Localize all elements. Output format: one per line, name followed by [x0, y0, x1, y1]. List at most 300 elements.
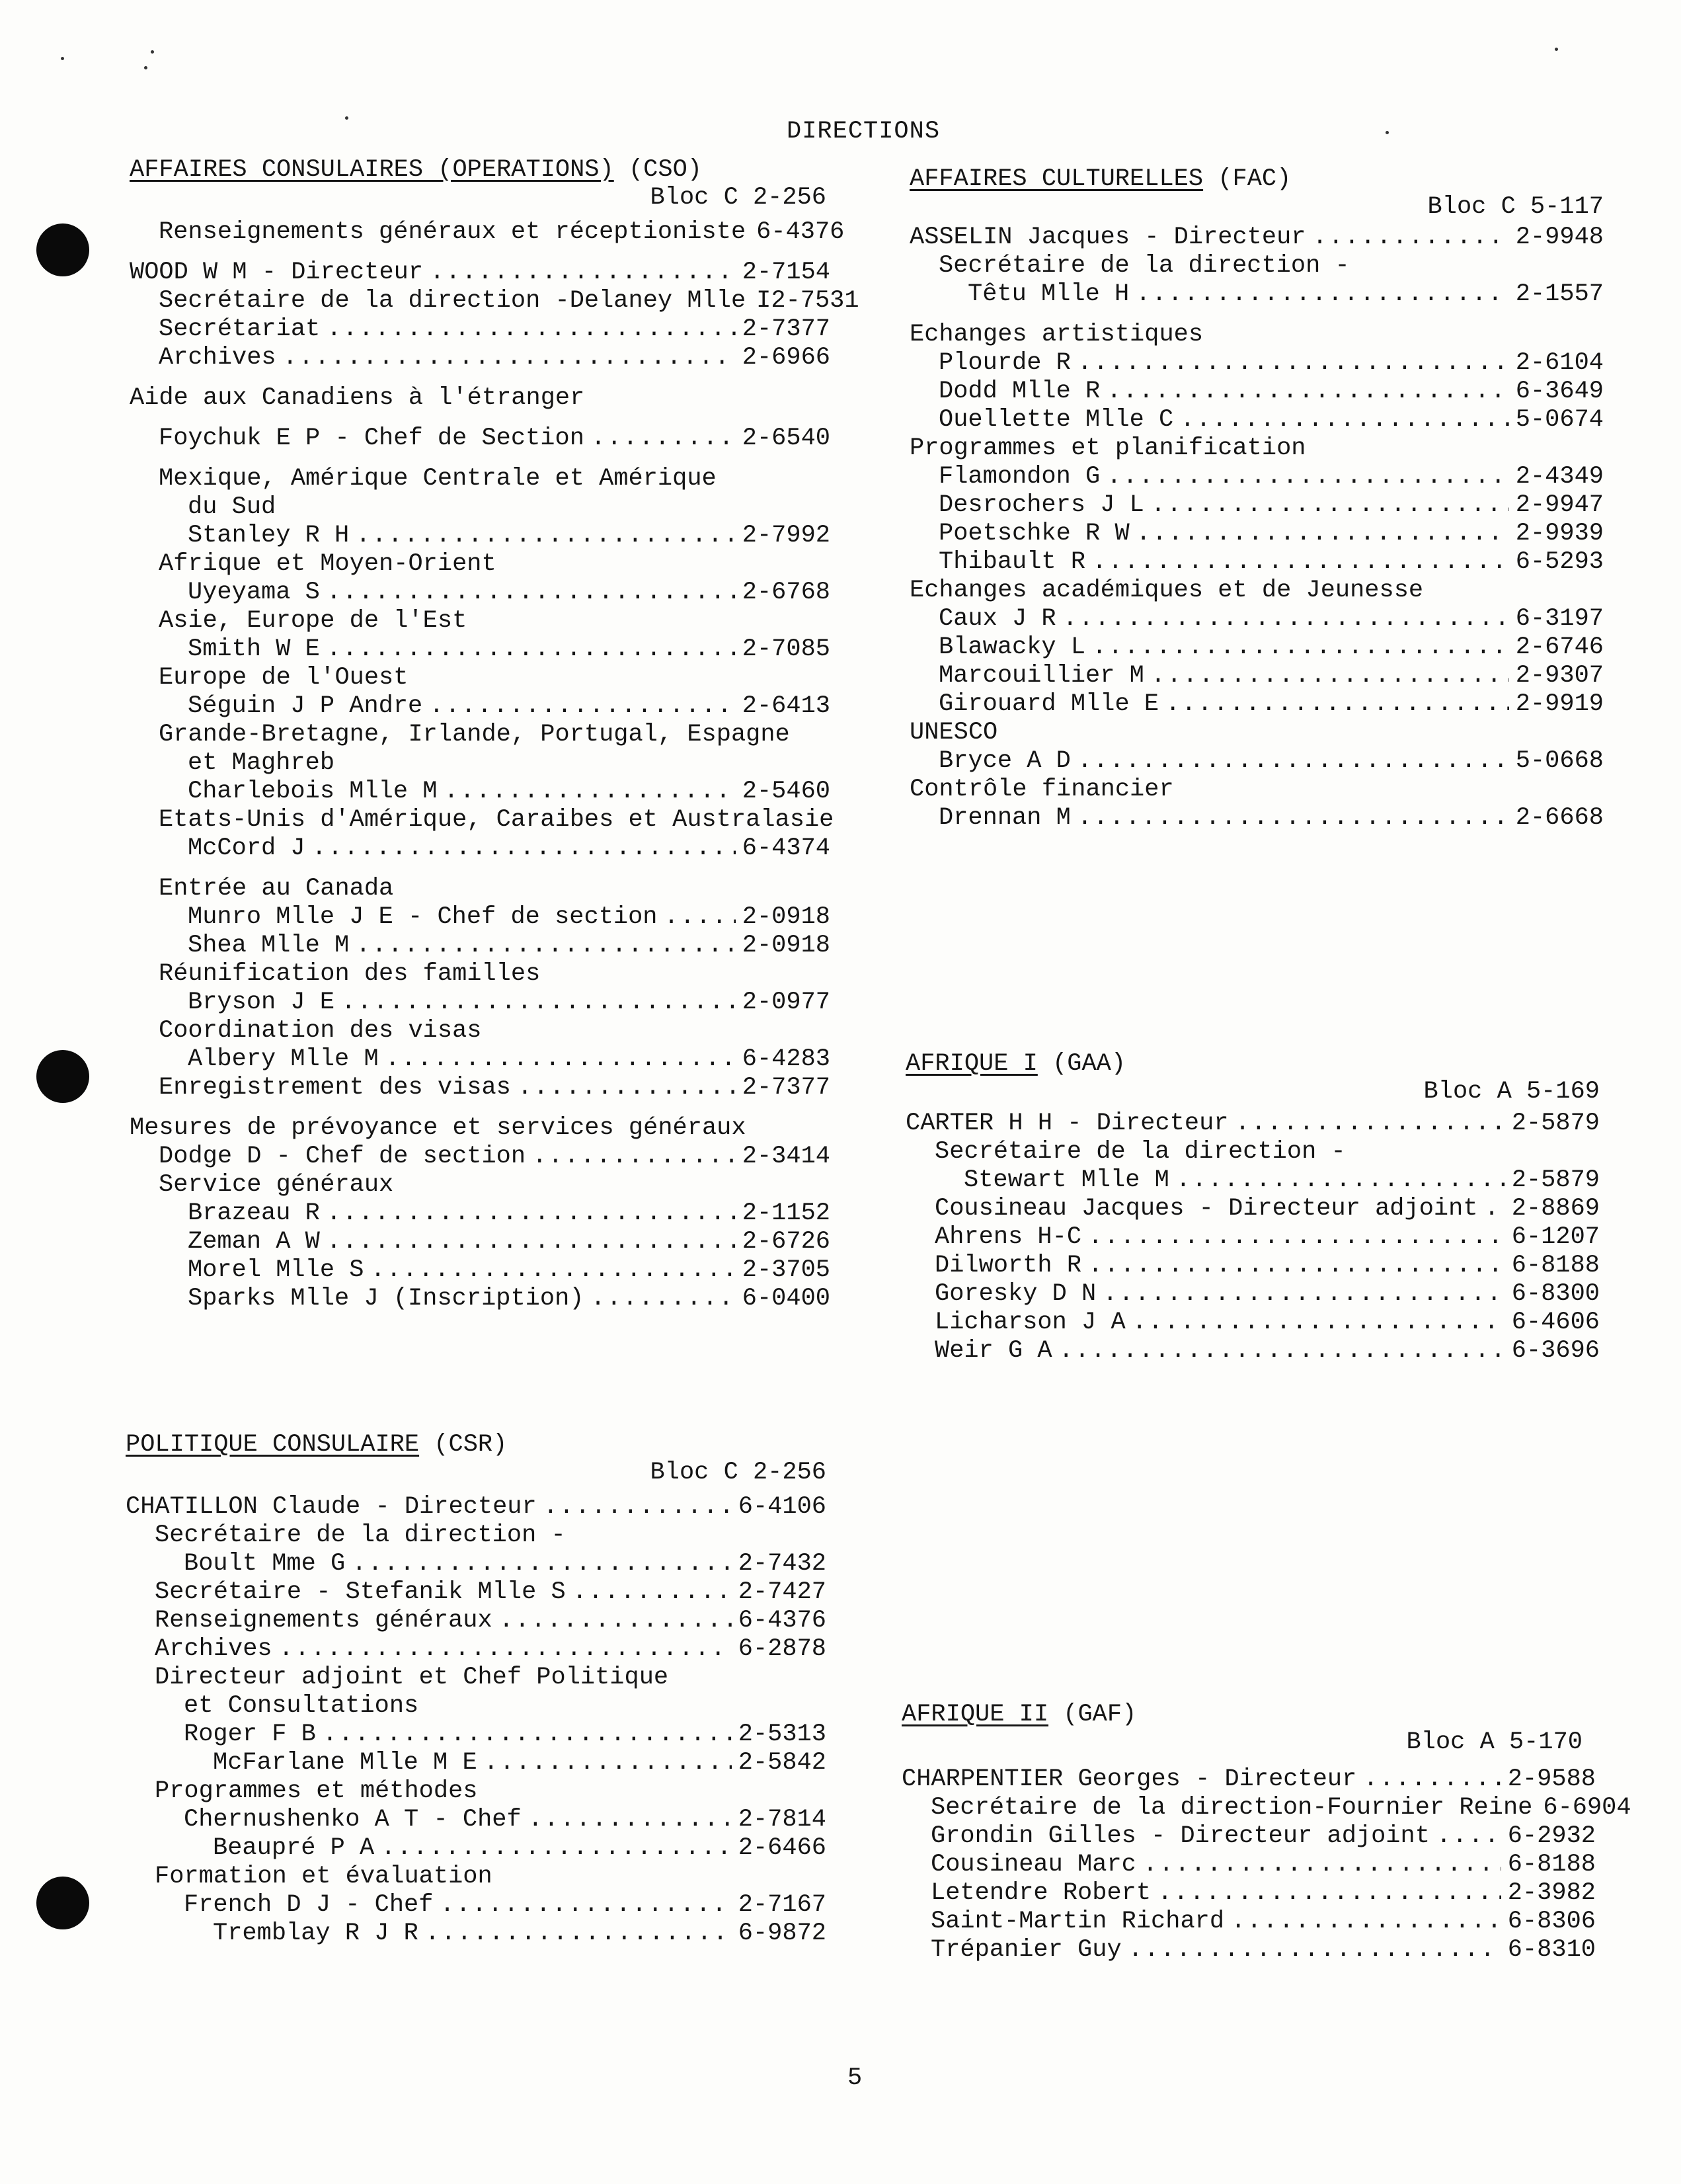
dot-leader: [1313, 223, 1509, 252]
entry-name: Shea Mlle M: [188, 932, 350, 959]
entry-phone: 2-7085: [742, 635, 830, 663]
section-bloc: Bloc A 5-170: [1406, 1728, 1583, 1756]
entry-name: Drennan M: [939, 804, 1071, 832]
directory-entry: [902, 1794, 1631, 1822]
entry-name: Grondin Gilles - Directeur adjoint: [931, 1822, 1430, 1850]
subheading: Formation et évaluation: [155, 1863, 492, 1890]
entry-phone: 2-0918: [742, 932, 830, 959]
dot-leader: [1235, 1110, 1505, 1138]
entry-phone: 6-0400: [742, 1285, 830, 1313]
section-code: (CSO): [628, 156, 702, 184]
entry-name: Bryson J E: [188, 989, 335, 1016]
entry-phone: 6-3649: [1515, 378, 1604, 405]
entry-phone: 6-3696: [1511, 1337, 1600, 1365]
directory-entry: [910, 690, 1604, 719]
directory-entry: [126, 1635, 826, 1664]
entry-phone: I2-7531: [756, 287, 859, 315]
directory-entry: [906, 1166, 1600, 1195]
punch-hole-bottom: [36, 1877, 89, 1929]
dot-leader: [1077, 747, 1509, 776]
entry-phone: 2-8869: [1511, 1195, 1600, 1223]
subheading: Echanges artistiques: [910, 321, 1204, 348]
dot-leader: [1143, 1851, 1501, 1879]
entry-phone: 2-3414: [742, 1143, 830, 1170]
directory-entry: [910, 223, 1604, 252]
entry-name: Beaupré P A: [213, 1834, 375, 1862]
entry-name: Poetschke R W: [939, 520, 1130, 547]
directory-entry: [130, 522, 830, 550]
dot-leader: [323, 1720, 732, 1749]
spacer: [130, 453, 830, 465]
dot-leader: [1231, 1908, 1501, 1936]
directory-entry: [902, 1936, 1596, 1964]
page-title: DIRECTIONS: [787, 118, 941, 145]
directory-entry: [130, 834, 830, 863]
directory-entry: [126, 1749, 826, 1777]
section-name: AFFAIRES CULTURELLES: [910, 165, 1204, 193]
entry-name: Smith W E: [188, 635, 320, 663]
dot-leader: [327, 315, 736, 344]
subheading: du Sud: [188, 493, 276, 521]
entry-name: Roger F B: [184, 1720, 316, 1748]
entry-phone: 2-3705: [742, 1256, 830, 1284]
directory-entry: [906, 1337, 1600, 1365]
section-heading: [906, 1050, 1600, 1078]
section-bloc: Bloc C 5-117: [1427, 193, 1604, 221]
entry-phone: 2-7377: [742, 1074, 830, 1102]
entry-phone: 6-4374: [742, 834, 830, 862]
entry-phone: 2-6966: [742, 344, 830, 372]
entry-name: Renseignements généraux: [155, 1607, 492, 1635]
entry-phone: 2-7814: [738, 1806, 826, 1834]
subheading: Secrétaire de la direction -: [935, 1138, 1346, 1166]
dot-leader: [591, 425, 736, 453]
entry-phone: 2-9307: [1515, 662, 1604, 690]
dot-leader: [499, 1607, 732, 1635]
spacer: [130, 1102, 830, 1114]
entry-name: Desrochers J L: [939, 491, 1144, 519]
directory-entry: [130, 1199, 830, 1228]
entry-name: Secrétaire - Stefanik Mlle S: [155, 1578, 566, 1606]
entry-name: Morel Mlle S: [188, 1256, 364, 1284]
entry-name: Saint-Martin Richard: [931, 1908, 1225, 1935]
entry-name: Têtu Mlle H: [968, 280, 1130, 308]
scan-speck: [151, 50, 154, 54]
entry-phone: 2-9919: [1515, 690, 1604, 718]
entry-phone: 2-5842: [738, 1749, 826, 1777]
dot-leader: [1088, 1252, 1505, 1280]
subheading: Mesures de prévoyance et services généraux: [130, 1114, 746, 1142]
subheading: et Maghreb: [188, 749, 335, 777]
entry-name: Girouard Mlle E: [939, 690, 1159, 718]
dot-leader: [356, 522, 736, 550]
dot-leader: [1088, 1223, 1505, 1252]
dot-leader: [341, 989, 736, 1017]
entry-phone: 2-5460: [742, 778, 830, 805]
section-lines: [906, 1110, 1600, 1365]
dot-leader: [312, 834, 736, 863]
subheading: Réunification des familles: [159, 960, 541, 988]
entry-name: Bryce A D: [939, 747, 1071, 775]
entry-phone: 6-4283: [742, 1045, 830, 1073]
directory-entry: [130, 903, 830, 932]
directory-entry: [130, 932, 830, 960]
left-column: [126, 156, 859, 1947]
directory-entry: [906, 1252, 1600, 1280]
dot-leader: [1136, 280, 1509, 309]
dot-leader: [430, 259, 736, 287]
section-code: (CSR): [434, 1431, 508, 1459]
directory-entry: [130, 778, 830, 806]
dot-leader: [1059, 1337, 1505, 1365]
directory-entry: [906, 1110, 1600, 1138]
directory-entry: [910, 349, 1604, 378]
entry-name: Ouellette Mlle C: [939, 406, 1174, 434]
entry-name: Archives: [155, 1635, 272, 1663]
entry-phone: 2-5313: [738, 1720, 826, 1748]
entry-phone: 6-4106: [738, 1493, 826, 1521]
directory-entry: [130, 425, 830, 453]
entry-phone: 6-8188: [1507, 1851, 1596, 1879]
section-code: (FAC): [1218, 165, 1292, 193]
subheading: Programmes et méthodes: [155, 1777, 478, 1805]
dot-leader: [1151, 491, 1509, 520]
entry-name: Foychuk E P - Chef de Section: [159, 425, 584, 452]
entry-phone: 2-9948: [1515, 223, 1604, 251]
subheading: Secrétaire de la direction -: [939, 252, 1350, 280]
dot-leader: [352, 1550, 732, 1578]
entry-phone: 6-4606: [1511, 1309, 1600, 1336]
directory-entry: [130, 259, 830, 287]
dot-leader: [1063, 605, 1509, 633]
entry-name: ASSELIN Jacques - Directeur: [910, 223, 1306, 251]
dot-leader: [1136, 520, 1509, 548]
scan-speck: [1386, 131, 1389, 134]
section-fac: [910, 165, 1604, 832]
directory-entry: [910, 378, 1604, 406]
section-lines: [902, 1765, 1631, 1964]
directory-entry: [130, 989, 830, 1017]
entry-phone: 6-3197: [1515, 605, 1604, 633]
dot-leader: [1165, 690, 1509, 719]
entry-name: Munro Mlle J E - Chef de section: [188, 903, 658, 931]
section-name: POLITIQUE CONSULAIRE: [126, 1431, 420, 1459]
dot-leader: [1107, 463, 1509, 491]
directory-entry: [910, 804, 1604, 832]
entry-phone: 6-2932: [1507, 1822, 1596, 1850]
punch-hole-middle: [36, 1050, 89, 1103]
dot-leader: [1107, 378, 1509, 406]
entry-name: Secrétaire de la direction-Fournier Reine: [931, 1794, 1533, 1822]
dot-leader: [1092, 548, 1509, 577]
section-csr: [126, 1431, 826, 1948]
scan-speck: [345, 116, 348, 120]
directory-entry: [130, 1143, 830, 1171]
section-lines: [910, 223, 1604, 832]
entry-phone: 6-4376: [756, 218, 845, 246]
subheading: Directeur adjoint et Chef Politique: [155, 1664, 669, 1691]
punch-hole-top: [36, 223, 89, 276]
spacer: [130, 413, 830, 425]
entry-phone: 2-7154: [742, 259, 830, 286]
dot-leader: [1176, 1166, 1505, 1195]
dot-leader: [440, 1891, 731, 1920]
directory-entry: [906, 1280, 1600, 1309]
entry-name: McFarlane Mlle M E: [213, 1749, 477, 1777]
dot-leader: [572, 1578, 732, 1607]
dot-leader: [381, 1834, 732, 1863]
section-bloc: Bloc C 2-256: [650, 184, 826, 212]
entry-name: Séguin J P Andre: [188, 692, 423, 720]
dot-leader: [1436, 1822, 1501, 1851]
directory-entry: [126, 1720, 826, 1749]
directory-entry: [906, 1223, 1600, 1252]
entry-name: Cousineau Jacques - Directeur adjoint: [935, 1195, 1478, 1223]
directory-entry: [130, 315, 830, 344]
directory-entry: [130, 1285, 830, 1313]
dot-leader: [532, 1143, 736, 1171]
entry-name: WOOD W M - Directeur: [130, 259, 424, 286]
section-name: AFRIQUE I: [906, 1050, 1038, 1078]
entry-phone: 6-8310: [1507, 1936, 1596, 1964]
entry-name: Boult Mme G: [184, 1550, 346, 1578]
directory-entry: [126, 1806, 826, 1834]
dot-leader: [543, 1493, 732, 1521]
entry-phone: 6-2878: [738, 1635, 826, 1663]
entry-name: Plourde R: [939, 349, 1071, 377]
subheading: Echanges académiques et de Jeunesse: [910, 577, 1424, 604]
directory-entry: [126, 1891, 826, 1920]
dot-leader: [1180, 406, 1509, 434]
entry-phone: 6-8306: [1507, 1908, 1596, 1935]
directory-entry: [126, 1920, 826, 1948]
directory-entry: [910, 491, 1604, 520]
directory-entry: [126, 1550, 826, 1578]
entry-phone: 2-4349: [1515, 463, 1604, 491]
entry-name: Chernushenko A T - Chef: [184, 1806, 522, 1834]
directory-entry: [910, 633, 1604, 662]
directory-entry: [910, 662, 1604, 690]
dot-leader: [327, 1228, 736, 1256]
entry-name: Tremblay R J R: [213, 1920, 418, 1947]
dot-leader: [327, 635, 736, 664]
section-code: (GAF): [1063, 1701, 1137, 1728]
directory-entry: [910, 605, 1604, 633]
subheading: Coordination des visas: [159, 1017, 482, 1045]
section-gaa: [906, 1050, 1600, 1365]
dot-leader: [370, 1256, 735, 1285]
directory-entry: [130, 1228, 830, 1256]
scan-speck: [1555, 48, 1558, 51]
section-gaf: [902, 1701, 1631, 1964]
spacer: [130, 212, 830, 218]
directory-entry: [902, 1765, 1596, 1794]
directory-entry: [910, 463, 1604, 491]
subheading: Contrôle financier: [910, 776, 1174, 803]
section-heading: [910, 165, 1604, 193]
entry-phone: 2-9947: [1515, 491, 1604, 519]
entry-name: CHATILLON Claude - Directeur: [126, 1493, 537, 1521]
entry-phone: 2-6466: [738, 1834, 826, 1862]
entry-phone: 2-5879: [1511, 1166, 1600, 1194]
subheading: Service généraux: [159, 1171, 394, 1199]
section-code: (GAA): [1052, 1050, 1126, 1078]
entry-name: Secrétaire de la direction -Delaney Mlle: [159, 287, 746, 315]
subheading: UNESCO: [910, 719, 998, 747]
directory-entry: [910, 280, 1604, 309]
section-name: AFFAIRES CONSULAIRES (OPERATIONS): [130, 156, 614, 184]
dot-leader: [1363, 1765, 1501, 1794]
entry-name: McCord J: [188, 834, 305, 862]
dot-leader: [1092, 633, 1509, 662]
dot-leader: [664, 903, 736, 932]
entry-name: Brazeau R: [188, 1199, 320, 1227]
subheading: Etats-Unis d'Amérique, Caraibes et Australasie: [159, 806, 834, 834]
entry-phone: 2-9588: [1507, 1765, 1596, 1793]
subheading: Mexique, Amérique Centrale et Amérique: [159, 465, 717, 493]
dot-leader: [279, 1635, 732, 1664]
entry-phone: 6-8188: [1511, 1252, 1600, 1279]
section-bloc: Bloc C 2-256: [650, 1459, 826, 1486]
entry-phone: 6-4376: [738, 1607, 826, 1635]
section-heading: [902, 1701, 1596, 1728]
dot-leader: [385, 1045, 736, 1074]
entry-phone: 6-9872: [738, 1920, 826, 1947]
entry-name: Dodge D - Chef de section: [159, 1143, 526, 1170]
scan-speck: [144, 66, 147, 69]
entry-phone: 6-1207: [1511, 1223, 1600, 1251]
directory-entry: [130, 579, 830, 607]
entry-name: Dodd Mlle R: [939, 378, 1101, 405]
spacer: [130, 247, 830, 259]
dot-leader: [1103, 1280, 1505, 1309]
directory-entry: [910, 747, 1604, 776]
directory-entry: [906, 1195, 1600, 1223]
entry-name: Secrétariat: [159, 315, 321, 343]
dot-leader: [1132, 1309, 1505, 1337]
right-column: [902, 165, 1631, 1964]
directory-entry: [910, 548, 1604, 577]
entry-phone: 2-7167: [738, 1891, 826, 1919]
entry-name: Dilworth R: [935, 1252, 1082, 1279]
subheading: et Consultations: [184, 1692, 419, 1720]
entry-phone: 5-0674: [1515, 406, 1604, 434]
entry-phone: 2-6746: [1515, 633, 1604, 661]
dot-leader: [1485, 1195, 1505, 1223]
dot-leader: [429, 692, 736, 721]
entry-name: Marcouillier M: [939, 662, 1144, 690]
subheading: Asie, Europe de l'Est: [159, 607, 467, 635]
entry-name: Thibault R: [939, 548, 1086, 576]
dot-leader: [484, 1749, 732, 1777]
section-lines: [130, 218, 859, 1313]
entry-name: French D J - Chef: [184, 1891, 434, 1919]
subheading: Entrée au Canada: [159, 875, 394, 903]
subheading: Grande-Bretagne, Irlande, Portugal, Espagne: [159, 721, 790, 748]
entry-name: Sparks Mlle J (Inscription): [188, 1285, 584, 1313]
subheading: Programmes et planification: [910, 434, 1306, 462]
section-lines: [126, 1493, 826, 1948]
directory-entry: [906, 1309, 1600, 1337]
subheading: Europe de l'Ouest: [159, 664, 409, 692]
entry-phone: 2-7377: [742, 315, 830, 343]
dot-leader: [1077, 349, 1509, 378]
entry-phone: 6-8300: [1511, 1280, 1600, 1308]
spacer: [130, 863, 830, 875]
entry-name: Archives: [159, 344, 276, 372]
section-name: AFRIQUE II: [902, 1701, 1049, 1728]
entry-name: Ahrens H-C: [935, 1223, 1082, 1251]
entry-phone: 2-6413: [742, 692, 830, 720]
entry-name: Charlebois Mlle M: [188, 778, 438, 805]
entry-name: Flamondon G: [939, 463, 1101, 491]
entry-phone: 2-6726: [742, 1228, 830, 1256]
directory-entry: [130, 1045, 830, 1074]
directory-entry: [910, 406, 1604, 434]
dot-leader: [425, 1920, 732, 1948]
entry-name: CARTER H H - Directeur: [906, 1110, 1229, 1137]
dot-leader: [327, 579, 736, 607]
dot-leader: [591, 1285, 736, 1313]
entry-name: Albery Mlle M: [188, 1045, 379, 1073]
directory-entry: [126, 1607, 826, 1635]
section-heading: [130, 156, 830, 184]
entry-phone: 2-1152: [742, 1199, 830, 1227]
entry-phone: 2-9939: [1515, 520, 1604, 547]
page-number: 5: [847, 2064, 863, 2092]
directory-entry: [130, 692, 830, 721]
entry-name: Trépanier Guy: [931, 1936, 1122, 1964]
entry-phone: 2-7432: [738, 1550, 826, 1578]
directory-entry: [130, 218, 845, 247]
entry-name: Cousineau Marc: [931, 1851, 1136, 1879]
entry-phone: 2-7427: [738, 1578, 826, 1606]
subheading: Secrétaire de la direction -: [155, 1521, 566, 1549]
entry-name: Stanley R H: [188, 522, 350, 549]
entry-name: Enregistrement des visas: [159, 1074, 511, 1102]
directory-entry: [130, 1074, 830, 1102]
dot-leader: [528, 1806, 732, 1834]
entry-phone: 2-6768: [742, 579, 830, 606]
directory-entry: [902, 1851, 1596, 1879]
directory-entry: [910, 520, 1604, 548]
entry-name: Goresky D N: [935, 1280, 1097, 1308]
dot-leader: [1157, 1879, 1501, 1908]
entry-name: Caux J R: [939, 605, 1056, 633]
entry-name: Licharson J A: [935, 1309, 1126, 1336]
entry-phone: 5-0668: [1515, 747, 1604, 775]
entry-phone: 2-5879: [1511, 1110, 1600, 1137]
dot-leader: [283, 344, 736, 372]
directory-entry: [130, 287, 859, 315]
entry-name: Letendre Robert: [931, 1879, 1152, 1907]
entry-phone: 2-0918: [742, 903, 830, 931]
entry-name: Zeman A W: [188, 1228, 320, 1256]
entry-phone: 2-0977: [742, 989, 830, 1016]
directory-entry: [130, 344, 830, 372]
entry-name: Uyeyama S: [188, 579, 320, 606]
entry-name: CHARPENTIER Georges - Directeur: [902, 1765, 1357, 1793]
dot-leader: [327, 1199, 736, 1228]
entry-phone: 6-6904: [1543, 1794, 1631, 1822]
directory-entry: [902, 1822, 1596, 1851]
dot-leader: [444, 778, 735, 806]
dot-leader: [1128, 1936, 1501, 1964]
directory-entry: [902, 1908, 1596, 1936]
section-bloc: Bloc A 5-169: [1423, 1078, 1600, 1106]
dot-leader: [518, 1074, 736, 1102]
directory-entry: [126, 1493, 826, 1521]
